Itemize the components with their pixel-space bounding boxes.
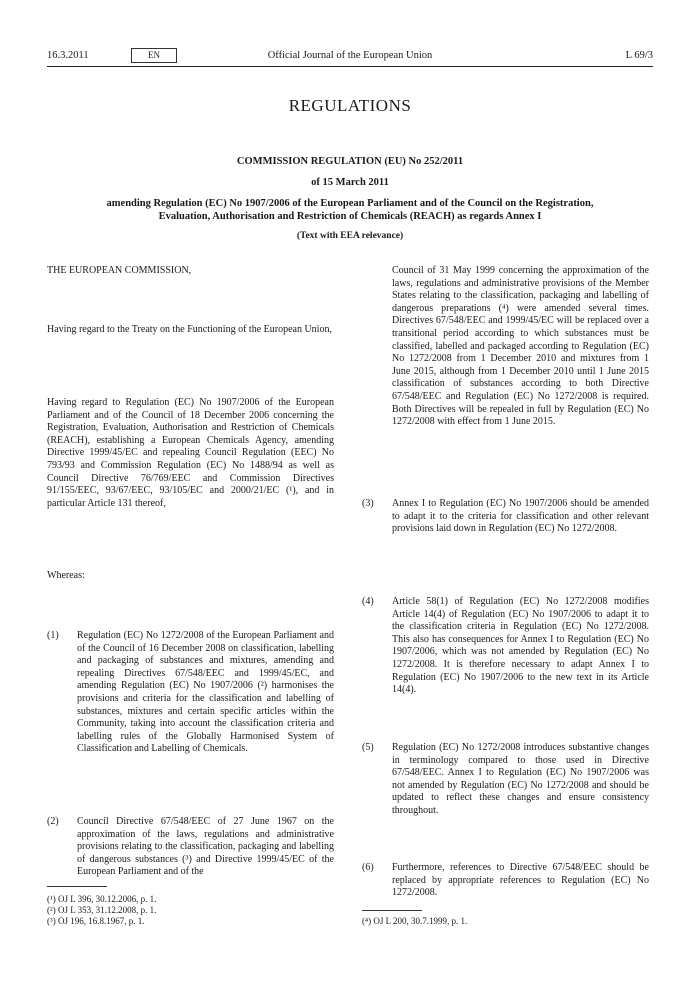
- eea-relevance: (Text with EEA relevance): [296, 231, 404, 241]
- recital-number: (3): [362, 498, 374, 509]
- language-badge: EN: [131, 48, 177, 63]
- page-number: L 69/3: [625, 50, 653, 61]
- having-regard-reach: Having regard to Regulation (EC) No 1907/2006 of the European Parliament and of the Council of 18 December 2006 concerning the Registration, Evaluation, Authorisation and Restriction of Chemicals (REACH), establishing a European Chemicals Agency, amending Directive 1999/45/EC and repealing Council Regulation (EEC) No 793/93 and Commission Regulation (EC) No 1488/94 as well as Council Directive 76/769/EEC and Commission Directives 91/155/EEC, 93/67/EEC, 93/105/EC and 2000/21/EC (¹), and in particular Article 131 thereof,: [47, 397, 334, 509]
- recital-number: (2): [47, 816, 59, 827]
- recital-text: Regulation (EC) No 1272/2008 introduces substantive changes in terminology compared to those used in Directive 67/548/EEC. Annex I to Regulation (EC) No 1907/2006 was not amended by Regulation (EC) No 1272/2008 and should be updated to reflect these changes and ensure consistency throughout.: [392, 742, 649, 816]
- left-column: [47, 0, 334, 990]
- recital-2-continued: Council of 31 May 1999 concerning the approximation of the laws, regulations and administrative provisions of the Member States relating to the classification, packaging and labelling of dangerous preparations (⁴) were amended several times. Directives 67/548/EEC and 1999/45/EC will be replaced over a transitional period according to which substances must be classified, labelled and packaged according to Regulation (EC) No 1272/2008 from 1 December 2010 and mixtures from 1 June 2015, although from 1 December 2010 until 1 June 2015 classification of substances according to both Directive 67/548/EEC and Regulation (EC) No 1272/2008 is required. Both Directives will be repealed in full by Regulation (EC) No 1272/2008 with effect from 1 June 2015.: [392, 265, 649, 428]
- having-regard-treaty: Having regard to the Treaty on the Functioning of the European Union,: [47, 324, 332, 335]
- recital-number: (1): [47, 630, 59, 641]
- regulation-subject: amending Regulation (EC) No 1907/2006 of the European Parliament and of the Council on the Registration, Evaluation, Authorisation and Restriction of Chemicals (REACH) as regards Annex I: [106, 198, 594, 222]
- footnote-1: (¹) OJ L 396, 30.12.2006, p. 1.: [47, 894, 157, 904]
- recital-number: (6): [362, 862, 374, 873]
- commission-line: THE EUROPEAN COMMISSION,: [47, 265, 192, 276]
- regulation-title: COMMISSION REGULATION (EU) No 252/2011: [236, 156, 464, 167]
- regulation-date: of 15 March 2011: [311, 177, 389, 188]
- whereas: Whereas:: [47, 570, 85, 581]
- journal-title: Official Journal of the European Union: [267, 50, 433, 61]
- recital-number: (4): [362, 596, 374, 607]
- footnote-divider: [362, 910, 422, 911]
- right-column: [362, 0, 649, 990]
- recital-text: Furthermore, references to Directive 67/548/EEC should be replaced by appropriate references to Regulation (EC) No 1272/2008.: [392, 862, 649, 899]
- footnote-2: (²) OJ L 353, 31.12.2008, p. 1.: [47, 905, 157, 915]
- recital-text: Article 58(1) of Regulation (EC) No 1272/2008 modifies Article 14(4) of Regulation (EC) No 1907/2006 to adapt it to the classification criteria in Regulation (EC) No 1272/2008. This also has consequences for Annex I to Regulation (EC) No 1907/2006, which was not amended by Regulation (EC) No 1272/2008. It is therefore necessary to adapt Annex I to Regulation (EC) No 1907/2006 to the new text in its Article 14(4).: [392, 596, 649, 696]
- recital-number: (5): [362, 742, 374, 753]
- footnote-4: (⁴) OJ L 200, 30.7.1999, p. 1.: [362, 916, 468, 926]
- section-title: REGULATIONS: [288, 96, 412, 115]
- publication-date: 16.3.2011: [47, 50, 89, 61]
- recital-text: Regulation (EC) No 1272/2008 of the European Parliament and of the Council of 16 December 2008 on classification, labelling and packaging of substances and mixtures, amending and repealing Directives 67/548/EEC and 1999/45/EC, and amending Regulation (EC) No 1907/2006 (²) harmonises the provisions and criteria for the classification and labelling of substances, mixtures and certain specific articles within the Community, taking into account the classification criteria and labelling rules of the Globally Harmonised System of Classification and Labelling of Chemicals.: [77, 630, 334, 755]
- recital-text: Annex I to Regulation (EC) No 1907/2006 should be amended to adapt it to the criteria for classification and other relevant provisions laid down in Regulation (EC) No 1272/2008.: [392, 498, 649, 535]
- footnote-3: (³) OJ 196, 16.8.1967, p. 1.: [47, 916, 145, 926]
- footnote-divider: [47, 886, 107, 887]
- recital-text: Council Directive 67/548/EEC of 27 June 1967 on the approximation of the laws, regulations and administrative provisions relating to the classification, packaging and labelling of dangerous substances (³) and Directive 1999/45/EC of the European Parliament and of the: [77, 816, 334, 878]
